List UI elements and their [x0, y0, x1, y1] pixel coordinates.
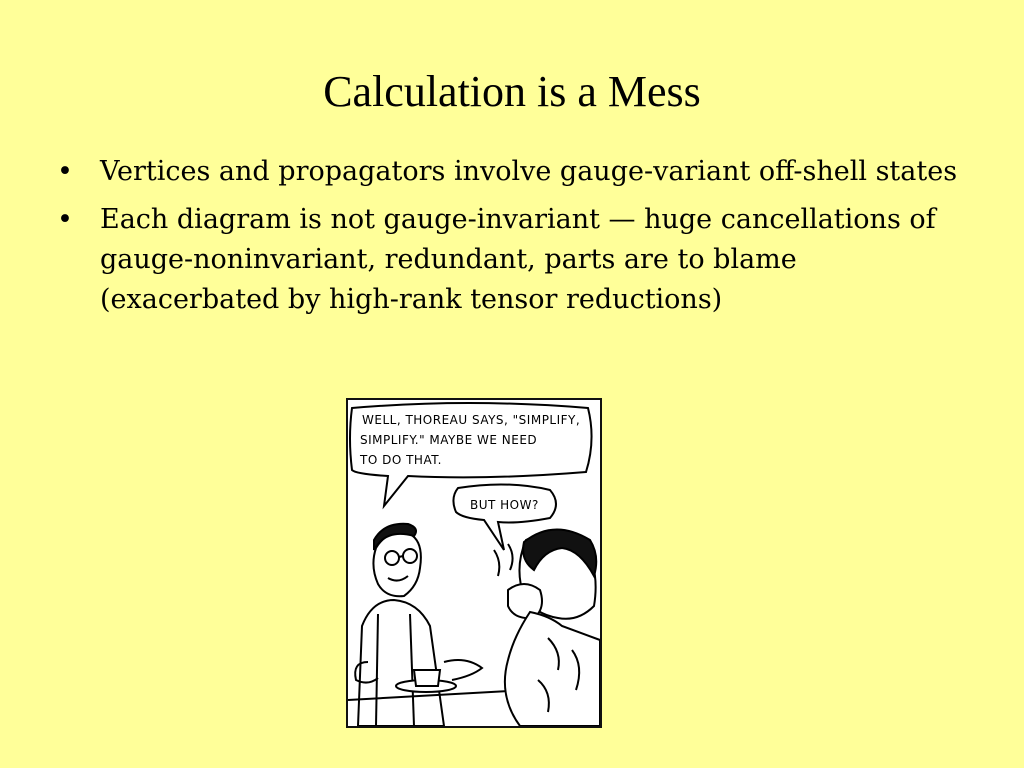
bullet-text: Each diagram is not gauge-invariant — huge cancellations of gauge-noninvariant, redundant, parts are to blame (exacerbated by high-rank tensor reductions)	[100, 204, 936, 315]
bullet-marker: •	[57, 156, 73, 187]
comic-panel	[346, 398, 602, 728]
bullet-item	[55, 200, 965, 320]
speech-1-line-2: SIMPLIFY." MAYBE WE NEED	[360, 433, 538, 447]
bullet-text: Vertices and propagators involve gauge-variant off-shell states	[100, 156, 958, 187]
woman-figure	[494, 529, 600, 726]
comic-illustration	[348, 400, 600, 726]
speech-2-text: BUT HOW?	[470, 498, 539, 512]
speech-1-line-1: WELL, THOREAU SAYS, "SIMPLIFY,	[362, 413, 581, 427]
bullet-marker: •	[57, 204, 73, 235]
slide-title: Calculation is a Mess	[323, 67, 701, 116]
bullet-list	[55, 152, 965, 328]
bullet-item	[55, 152, 965, 192]
speech-1-line-3: TO DO THAT.	[360, 453, 442, 467]
